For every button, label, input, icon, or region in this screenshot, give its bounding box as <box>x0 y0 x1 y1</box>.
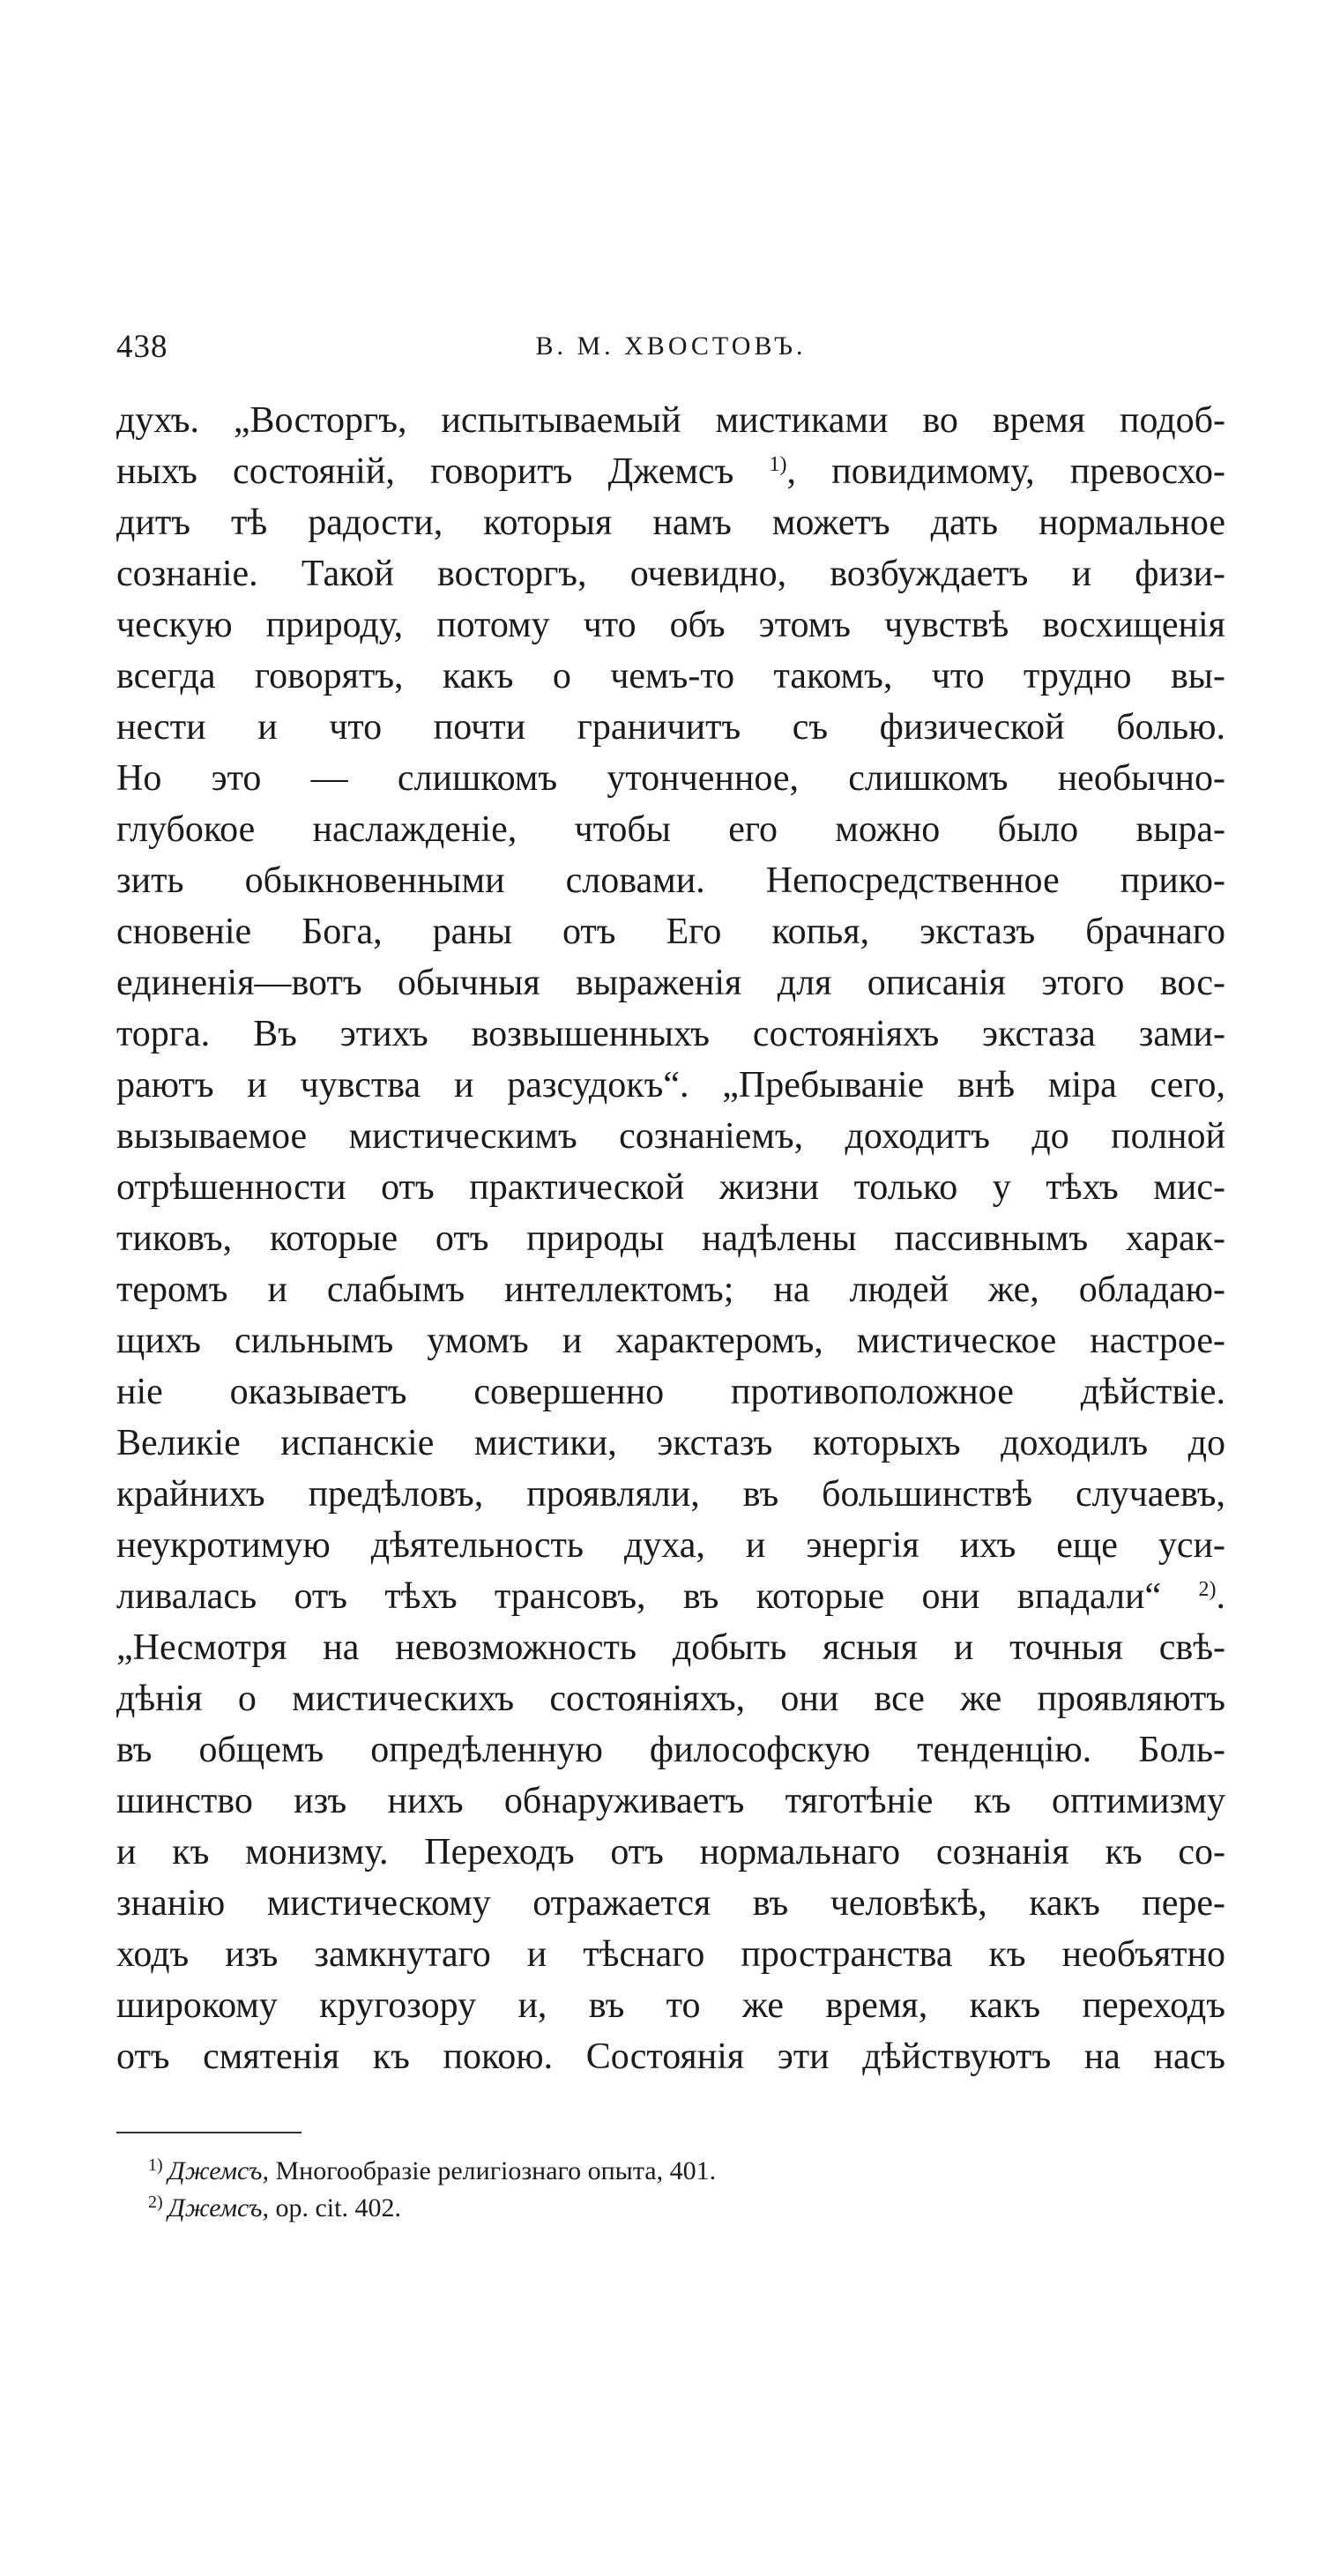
text-line: дѣнія о мистическихъ состояніяхъ, они все же проявляютъ <box>116 1679 1225 1719</box>
footnotes <box>148 2153 1118 2227</box>
footnote-mark: 2) <box>148 2193 163 2212</box>
footnote-2 <box>148 2190 1118 2227</box>
footnote-ref-2: 2) <box>1198 1578 1217 1601</box>
text-line-with-footnote <box>116 1571 1225 1622</box>
text-line: ческую природу, потому что объ этомъ чувствѣ восхищенія <box>116 605 1225 645</box>
text-line: въ общемъ опредѣленную философскую тенденцію. Боль- <box>116 1730 1225 1770</box>
running-head: В. М. ХВОСТОВЪ. <box>535 331 807 361</box>
text-line: широкому кругозору и, въ то же время, какъ переходъ <box>116 1985 1225 2026</box>
text-line: шинство изъ нихъ обнаруживаетъ тяготѣніе къ оптимизму <box>116 1781 1225 1821</box>
text-segment: . <box>1216 1576 1225 1617</box>
text-line: всегда говорятъ, какъ о чемъ-то такомъ, что трудно вы- <box>116 656 1225 696</box>
text-line: торга. Въ этихъ возвышенныхъ состояніяхъ экстаза зами- <box>116 1014 1225 1054</box>
text-segment: ливалась отъ тѣхъ трансовъ, въ которые они впадали“ <box>116 1576 1162 1617</box>
text-line: и къ монизму. Переходъ отъ нормальнаго сознанія къ со- <box>116 1832 1225 1872</box>
text-line: глубокое наслажденіе, чтобы его можно было выра- <box>116 809 1225 850</box>
footnote-author: Джемсъ, <box>168 2193 269 2222</box>
footnote-ref-1: 1) <box>769 453 787 476</box>
text-line: отрѣшенности отъ практической жизни только у тѣхъ мис- <box>116 1167 1225 1208</box>
text-line: сознаніе. Такой восторгъ, очевидно, возбуждаетъ и физи- <box>116 554 1225 594</box>
footnote-mark: 1) <box>148 2155 163 2175</box>
text-line: Великіе испанскіе мистики, экстазъ которыхъ доходилъ до <box>116 1423 1225 1463</box>
text-line: единенія—вотъ обычныя выраженія для описанія этого вос- <box>116 963 1225 1003</box>
footnote-divider <box>116 2132 302 2133</box>
text-line: ніе оказываетъ совершенно противоположное дѣйствіе. <box>116 1372 1225 1412</box>
text-line: ходъ изъ замкнутаго и тѣснаго пространства къ необъятно <box>116 1934 1225 1975</box>
text-line: вызываемое мистическимъ сознаніемъ, доходитъ до полной <box>116 1116 1225 1157</box>
page-header <box>116 328 1225 377</box>
text-line: зить обыкновенными словами. Непосредственное прико- <box>116 860 1225 901</box>
text-line: раютъ и чувства и разсудокъ“. „Пребываніе внѣ міра сего, <box>116 1065 1225 1106</box>
text-segment: ныхъ состояній, говоритъ Джемсъ <box>116 451 734 492</box>
text-line: щихъ сильнымъ умомъ и характеромъ, мистическое настрое- <box>116 1321 1225 1361</box>
text-line: Но это — слишкомъ утонченное, слишкомъ необычно- <box>116 758 1225 799</box>
text-segment: , повидимому, превосхо- <box>786 451 1226 492</box>
footnote-author: Джемсъ, <box>168 2156 269 2185</box>
text-line: теромъ и слабымъ интеллектомъ; на людей же, обладаю- <box>116 1269 1225 1310</box>
text-line: духъ. „Восторгъ, испытываемый мистиками во время подоб- <box>116 400 1225 441</box>
footnote-1 <box>148 2153 1118 2190</box>
text-line: тиковъ, которые отъ природы надѣлены пассивнымъ харак- <box>116 1218 1225 1259</box>
text-line: сновеніе Бога, раны отъ Его копья, экстазъ брачнаго <box>116 912 1225 952</box>
text-line: дитъ тѣ радости, которыя намъ можетъ дать нормальное <box>116 503 1225 543</box>
text-line: крайнихъ предѣловъ, проявляли, въ большинствѣ случаевъ, <box>116 1474 1225 1515</box>
text-line: знанію мистическому отражается въ человѣкѣ, какъ пере- <box>116 1883 1225 1924</box>
text-line: нести и что почти граничитъ съ физической болью. <box>116 707 1225 748</box>
footnote-text: Многообразіе религіознаго опыта, 401. <box>268 2156 717 2185</box>
text-line: „Несмотря на невозможность добыть ясныя и точныя свѣ- <box>116 1627 1225 1668</box>
text-line: неукротимую дѣятельность духа, и энергія ихъ еще уси- <box>116 1525 1225 1566</box>
page-number: 438 <box>116 329 168 365</box>
body-text <box>116 395 1225 2082</box>
text-line-with-footnote <box>116 446 1225 497</box>
text-line: отъ смятенія къ покою. Состоянія эти дѣйствуютъ на насъ <box>116 2036 1225 2077</box>
footnote-text: op. cit. 402. <box>268 2193 401 2222</box>
